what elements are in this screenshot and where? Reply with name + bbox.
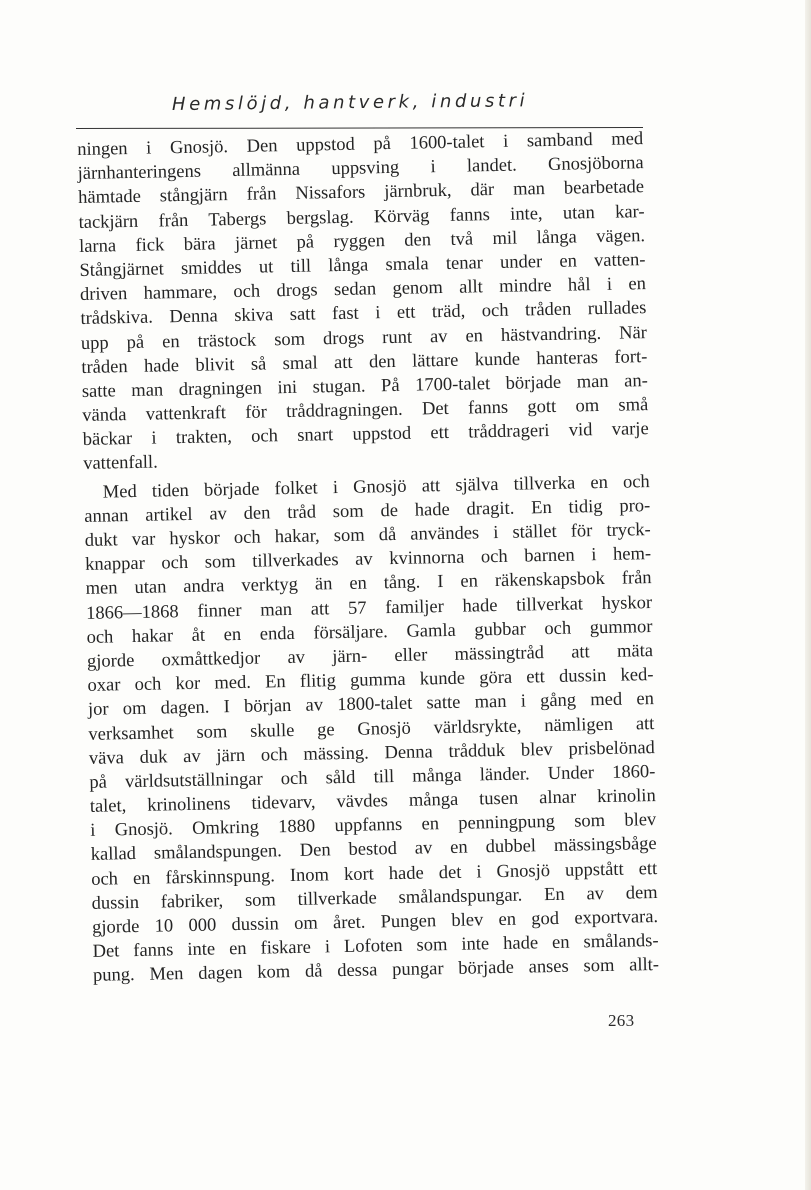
text-line: upp på en trästock som drogs runt av en hästvandring. När xyxy=(80,322,648,354)
text-line: jor om dagen. I början av 1800-talet satte man i gång med en xyxy=(87,689,655,721)
running-head: Hemslöjd, hantverk, industri xyxy=(171,90,529,115)
text-line: järnhanteringens allmänna uppsving i landet. Gnosjöborna xyxy=(77,153,644,185)
text-line: tråden hade blivit så smal att den lättare kunde hanteras fort- xyxy=(81,346,648,378)
text-line: vattenfall. xyxy=(83,452,158,475)
text-line: gjorde oxmåttkedjor av järn- eller mässingtråd att mäta xyxy=(86,640,654,672)
text-line: vända vattenkraft för tråddragningen. Det fanns gott om små xyxy=(82,395,649,427)
text-line: ningen i Gnosjö. Den uppstod på 1600-talet i samband med xyxy=(77,129,644,160)
text-line: i Gnosjö. Omkring 1880 uppfanns en penningpung som blev xyxy=(90,810,657,842)
text-line: tackjärn från Tabergs bergslag. Körväg fanns inte, utan kar- xyxy=(78,201,645,233)
text-line: talet, krinolinens tidevarv, vävdes många tusen alnar krinolin xyxy=(89,786,656,817)
text-line: dukt var hyskor och hakar, som då användes i stället för tryck- xyxy=(84,520,651,551)
page-edge xyxy=(805,0,811,1190)
text-line: och hakar åt en enda försäljare. Gamla gubbar och gummor xyxy=(86,616,653,648)
text-line: och en fårskinnspung. Inom kort hade det i Gnosjö uppstått ett xyxy=(91,858,658,890)
text-line: hämtade stångjärn från Nissafors järnbruk, där man bearbetade xyxy=(77,177,645,209)
text-line: trådskiva. Denna skiva satt fast i ett träd, och tråden rullades xyxy=(80,298,647,330)
body-text xyxy=(77,127,659,988)
text-line: bäckar i trakten, och snart uppstod ett tråddrageri vid varje xyxy=(82,419,649,451)
text-line: knappar och som tillverkades av kvinnorna och barnen i hem- xyxy=(85,544,652,576)
text-line: Stångjärnet smiddes ut till långa smala tenar under en vatten- xyxy=(79,250,646,281)
text-line: oxar och kor med. En flitig gumma kunde göra ett dussin ked- xyxy=(87,665,654,697)
text-line: annan artikel av den tråd som de hade dragit. En tidig pro- xyxy=(84,495,651,527)
text-line: 1866—1868 finner man att 57 familjer hade tillverkat hyskor xyxy=(85,592,653,624)
text-line: på världsutställningar och såld till många länder. Under 1860- xyxy=(89,761,656,793)
page-number: 263 xyxy=(608,1011,635,1030)
text-line: satte man dragningen ini stugan. På 1700-talet började man an- xyxy=(81,370,648,402)
text-line: Det fanns inte en fiskare i Lofoten som inte hade en smålands- xyxy=(92,931,659,963)
text-line: larna fick bära järnet på ryggen den två mil långa vägen. xyxy=(78,225,646,257)
text-line: men utan andra verktyg än en tång. I en räkenskapsbok från xyxy=(85,568,652,600)
text-line: verksamhet som skulle ge Gnosjö världsrykte, nämligen att xyxy=(88,713,655,745)
text-line: pung. Men dagen kom då dessa pungar började anses som allt- xyxy=(92,955,660,987)
text-line: kallad smålandspungen. Den bestod av en dubbel mässingsbåge xyxy=(90,834,657,866)
text-line: driven hammare, och drogs sedan genom allt mindre hål i en xyxy=(79,274,647,306)
text-line: dussin fabriker, som tillverkade smålandspungar. En av dem xyxy=(91,882,658,914)
text-line: väva duk av järn och mässing. Denna trådduk blev prisbelönad xyxy=(88,737,656,769)
text-line: gjorde 10 000 dussin om året. Pungen blev en god exportvara. xyxy=(91,906,659,938)
text-line: Med tiden började folket i Gnosjö att själva tillverka en och xyxy=(102,471,650,503)
